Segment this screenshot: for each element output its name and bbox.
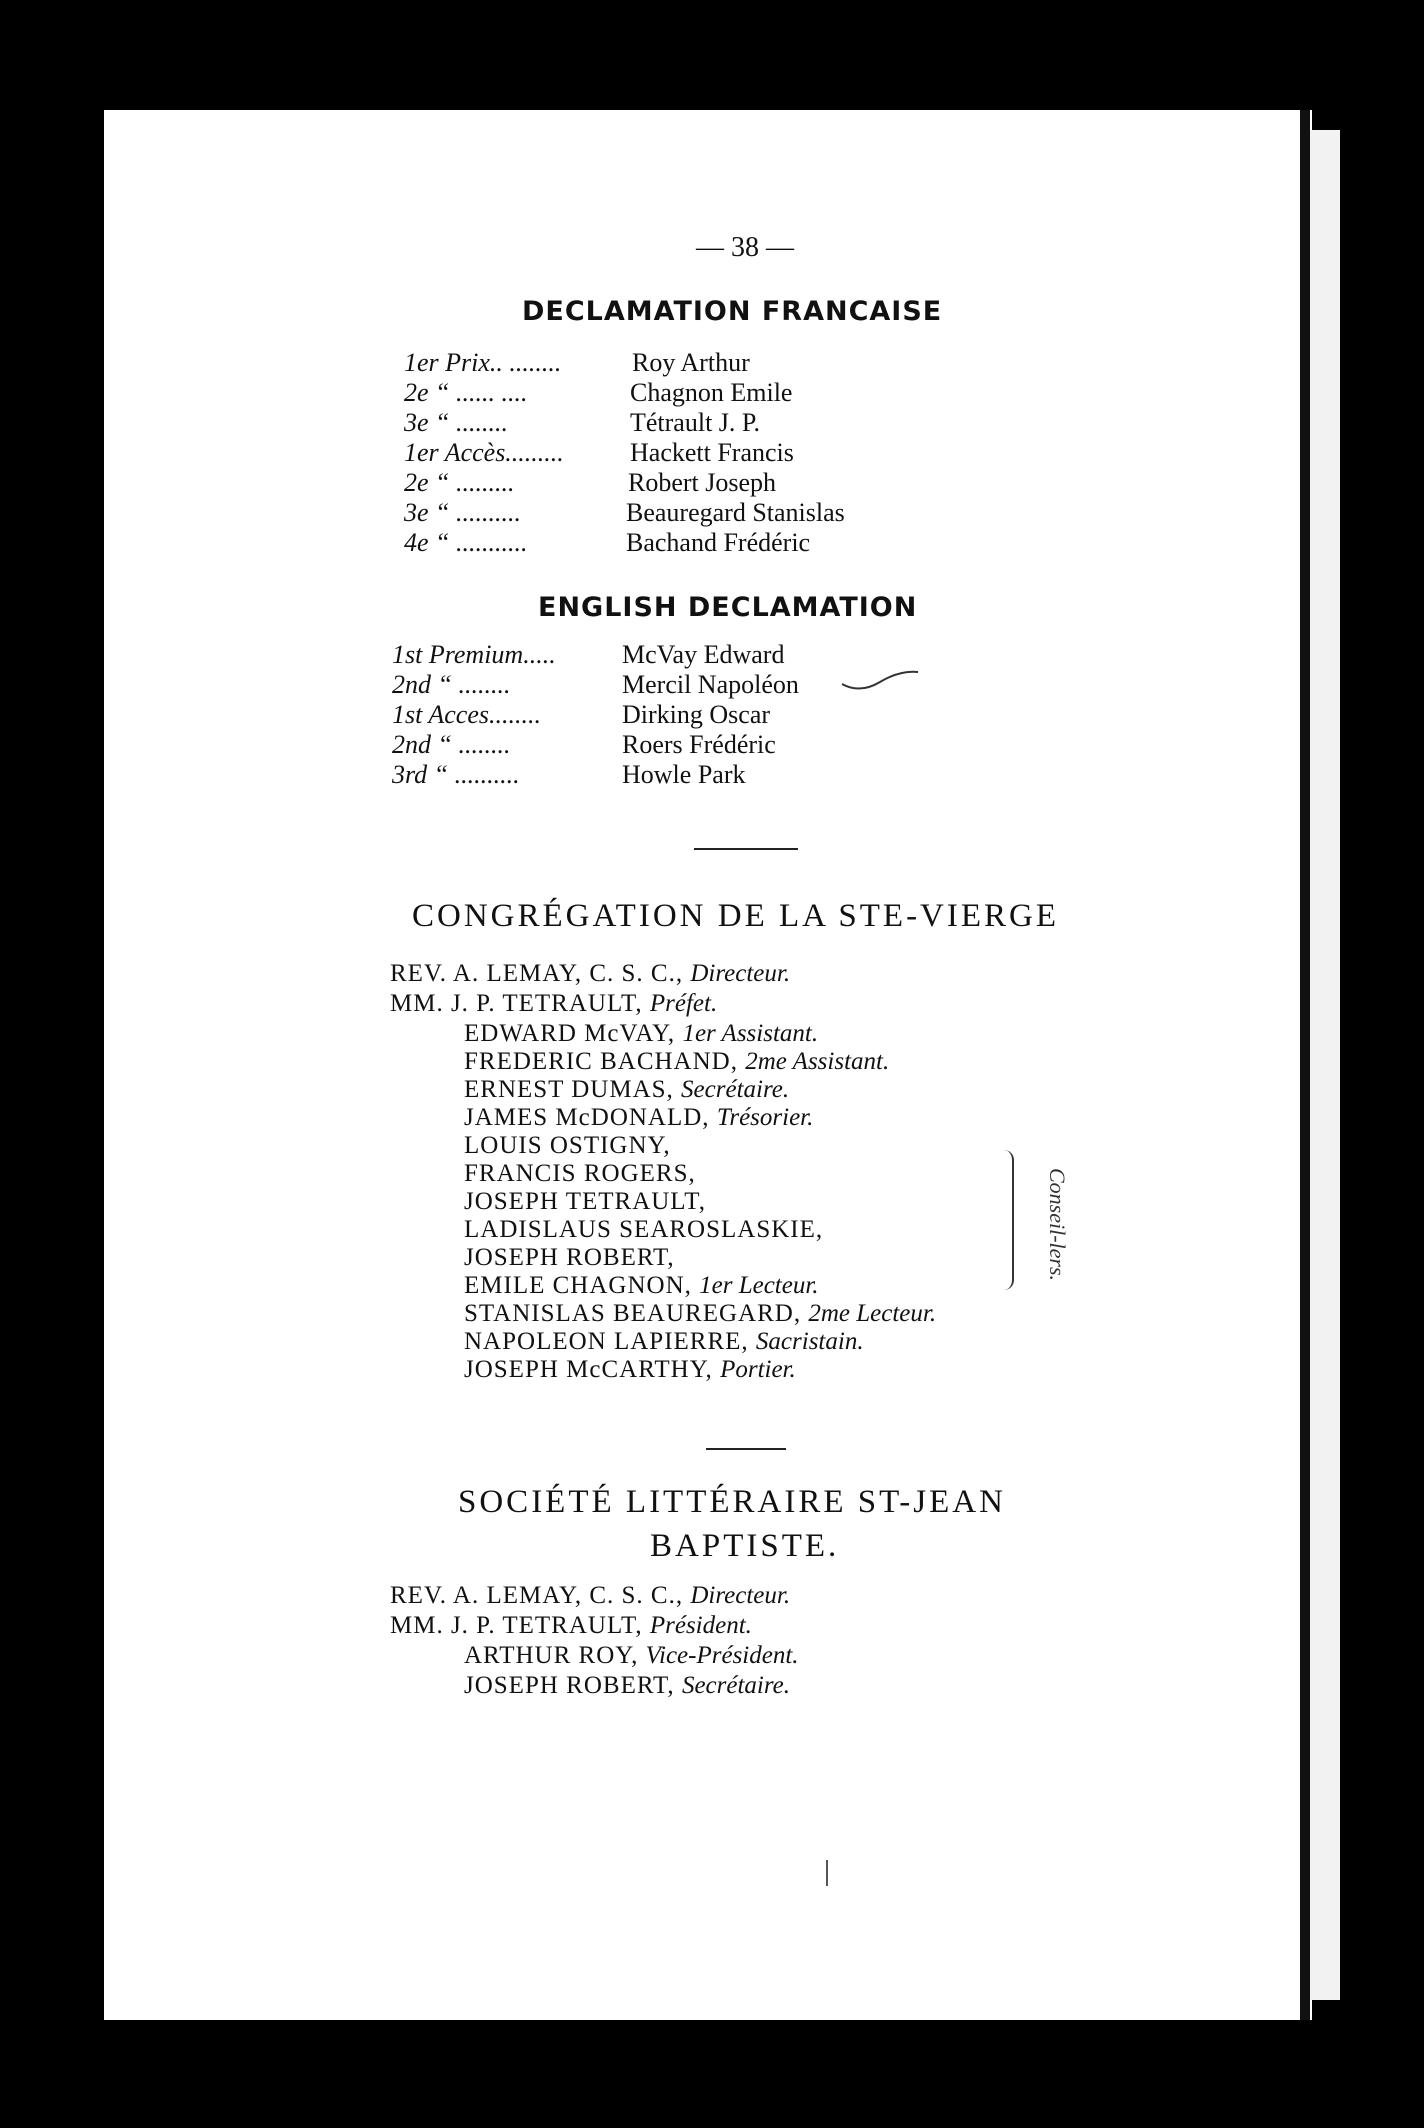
prize-label: 2nd “ ........ (392, 730, 511, 759)
member-name: EDWARD McVAY, (464, 1020, 676, 1047)
member-role: Préfet. (649, 990, 718, 1017)
member-name: JOSEPH ROBERT, (464, 1672, 675, 1699)
member-role: 1er Lecteur. (699, 1272, 819, 1299)
list-item (390, 960, 790, 988)
member-name: JAMES McDONALD, (464, 1104, 710, 1131)
page-number: — 38 — (696, 232, 794, 263)
member-role: Président. (649, 1612, 752, 1639)
section-heading-declamation-francaise: DECLAMATION FRANCAISE (522, 296, 943, 327)
prize-label: 3e “ ........ (404, 408, 508, 437)
councillors-label: Conseil-lers. (1045, 1168, 1070, 1282)
list-item (464, 1132, 671, 1160)
list-item (464, 1216, 823, 1244)
section-heading-english-declamation: ENGLISH DECLAMATION (538, 592, 918, 623)
prize-label: 1er Accès......... (404, 438, 564, 467)
member-role: 2me Lecteur. (808, 1300, 937, 1327)
prize-label: 2nd “ ........ (392, 670, 511, 699)
student-name: Beauregard Stanislas (626, 498, 845, 527)
member-role: Vice-Président. (645, 1642, 799, 1669)
section-heading-congregation: CONGRÉGATION DE LA STE-VIERGE (412, 898, 1060, 934)
member-name: JOSEPH ROBERT, (464, 1244, 675, 1271)
list-item (390, 990, 717, 1018)
prize-label: 1er Prix.. ........ (404, 348, 562, 377)
list-item (464, 1642, 799, 1670)
page-gutter (1300, 110, 1310, 2020)
member-name: NAPOLEON LAPIERRE, (464, 1328, 749, 1355)
list-item (464, 1328, 864, 1356)
stray-mark (826, 1860, 828, 1886)
member-name: ERNEST DUMAS, (464, 1076, 674, 1103)
list-item (390, 1582, 790, 1610)
member-name: STANISLAS BEAUREGARD, (464, 1300, 802, 1327)
prize-label: 3e “ .......... (404, 498, 521, 527)
prize-label: 2e “ ......... (404, 468, 515, 497)
section-heading-societe-line2: BAPTISTE. (650, 1528, 840, 1564)
member-name: EMILE CHAGNON, (464, 1272, 692, 1299)
member-name: LADISLAUS SEAROSLASKIE, (464, 1216, 824, 1243)
list-item (464, 1188, 706, 1216)
list-item (464, 1048, 889, 1076)
list-item (464, 1020, 818, 1048)
member-role: Portier. (720, 1356, 796, 1383)
member-role: Directeur. (690, 1582, 791, 1609)
member-role: Sacristain. (755, 1328, 864, 1355)
prize-label: 1st Acces........ (392, 700, 541, 729)
list-item (464, 1356, 796, 1384)
member-role: Trésorier. (716, 1104, 814, 1131)
section-divider (694, 848, 798, 850)
member-name: MM. J. P. TETRAULT, (390, 990, 643, 1017)
student-name: Hackett Francis (630, 438, 794, 467)
prize-label: 2e “ ...... .... (404, 378, 528, 407)
facing-page-edge (1310, 130, 1340, 2000)
pencil-mark-icon (840, 666, 920, 696)
student-name: Roy Arthur (632, 348, 750, 377)
list-item (464, 1300, 936, 1328)
student-name: Chagnon Emile (630, 378, 793, 407)
member-role: 1er Assistant. (682, 1020, 819, 1047)
student-name: Howle Park (622, 760, 746, 789)
section-divider (706, 1448, 786, 1450)
member-name: LOUIS OSTIGNY, (464, 1132, 671, 1159)
member-name: ARTHUR ROY, (464, 1642, 639, 1669)
list-item (464, 1672, 790, 1700)
member-role: Secrétaire. (681, 1672, 790, 1699)
list-item (464, 1104, 813, 1132)
member-name: MM. J. P. TETRAULT, (390, 1612, 643, 1639)
member-role: 2me Assistant. (745, 1048, 890, 1075)
list-item (464, 1272, 819, 1300)
member-name: REV. A. LEMAY, C. S. C., (390, 960, 684, 987)
prize-label: 4e “ ........... (404, 528, 528, 557)
member-name: FRANCIS ROGERS, (464, 1160, 696, 1187)
member-name: JOSEPH McCARTHY, (464, 1356, 713, 1383)
list-item (464, 1076, 789, 1104)
list-item (390, 1612, 752, 1640)
councillors-brace (1000, 1150, 1014, 1290)
student-name: Mercil Napoléon (622, 670, 799, 699)
prize-label: 1st Premium..... (392, 640, 556, 669)
member-name: JOSEPH TETRAULT, (464, 1188, 706, 1215)
student-name: Bachand Frédéric (626, 528, 811, 557)
list-item (464, 1160, 696, 1188)
member-role: Directeur. (690, 960, 791, 987)
student-name: Tétrault J. P. (630, 408, 760, 437)
section-heading-societe: SOCIÉTÉ LITTÉRAIRE ST-JEAN (458, 1484, 1006, 1520)
student-name: Dirking Oscar (622, 700, 771, 729)
member-name: FREDERIC BACHAND, (464, 1048, 738, 1075)
student-name: McVay Edward (622, 640, 785, 669)
prize-label: 3rd “ .......... (392, 760, 520, 789)
list-item (464, 1244, 675, 1272)
member-name: REV. A. LEMAY, C. S. C., (390, 1582, 684, 1609)
member-role: Secrétaire. (681, 1076, 790, 1103)
student-name: Roers Frédéric (622, 730, 776, 759)
student-name: Robert Joseph (628, 468, 777, 497)
